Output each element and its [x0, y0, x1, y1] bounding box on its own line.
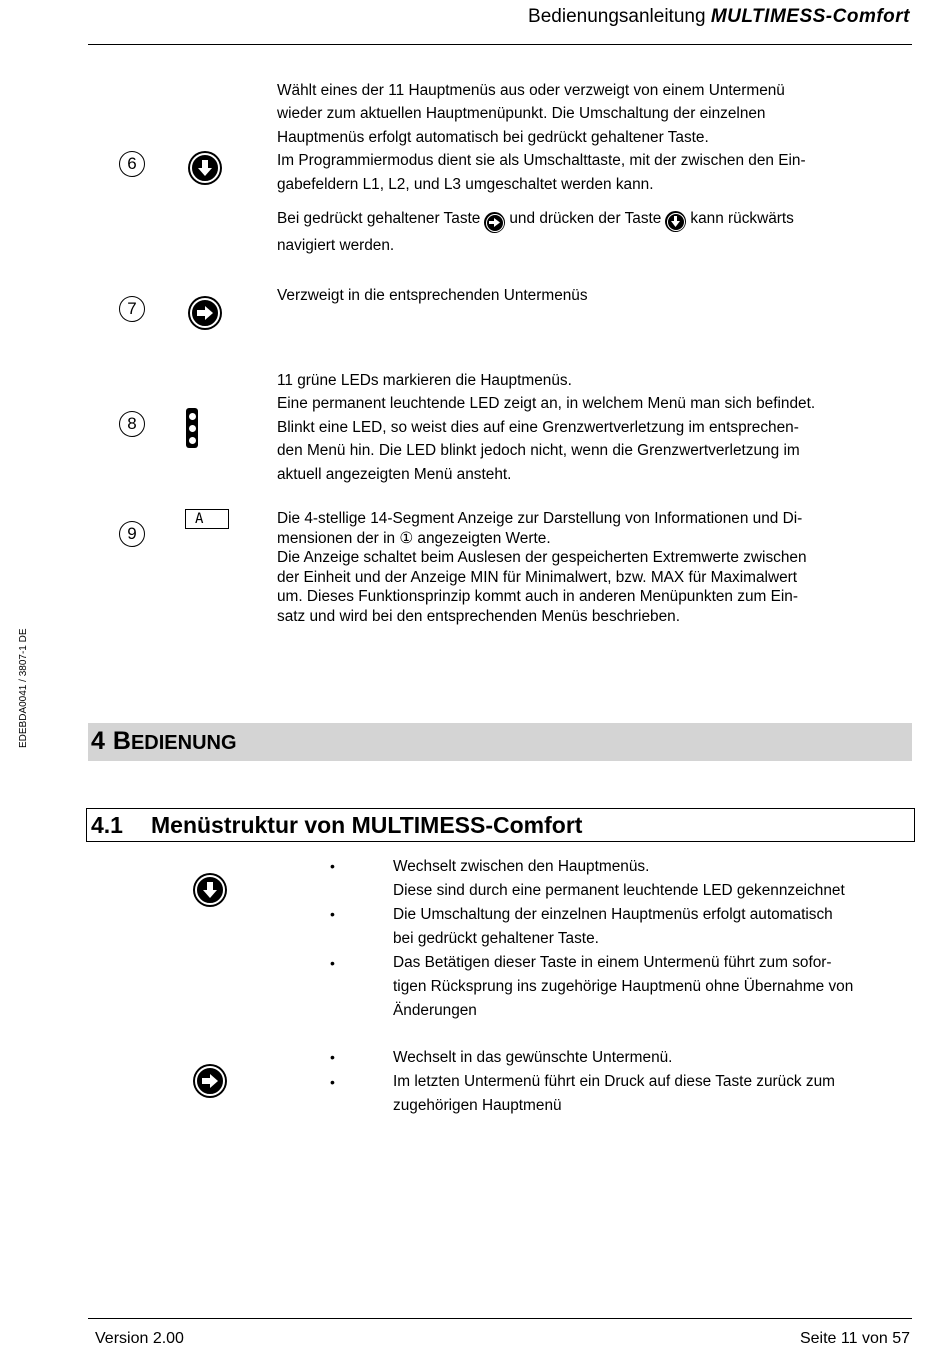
footer-version: Version 2.00	[95, 1330, 184, 1347]
right-arrow-inline-icon	[484, 212, 505, 233]
bullet-line: bei gedrückt gehaltener Taste.	[393, 930, 599, 947]
down-arrow-inline-icon	[665, 211, 686, 232]
item-6-line: Wählt eines der 11 Hauptmenüs aus oder verzweigt von einem Untermenü	[277, 82, 785, 99]
note-text: Bei gedrückt gehaltener Taste	[277, 210, 481, 227]
item-number-9: 9	[119, 521, 145, 547]
item-8-line: 11 grüne LEDs markieren die Hauptmenüs.	[277, 372, 572, 389]
item-9-line: Die Anzeige schaltet beim Auslesen der gespeicherten Extremwerte zwischen	[277, 549, 807, 567]
item-6-line: gabefeldern L1, L2, und L3 umgeschaltet werden kann.	[277, 175, 654, 193]
item-7-description	[277, 284, 897, 307]
item-8-line: Eine permanent leuchtende LED zeigt an, in welchem Menü man sich befindet.	[277, 395, 816, 413]
down-arrow-button-icon	[193, 873, 227, 907]
led-strip-icon	[186, 408, 198, 448]
bullet-line: Die Umschaltung der einzelnen Hauptmenüs erfolgt automatisch	[393, 906, 833, 923]
item-9-description	[277, 509, 897, 627]
bullet-line: Das Betätigen dieser Taste in einem Untermenü führt zum sofor-	[393, 954, 832, 971]
bullet-line: zugehörigen Hauptmenü	[393, 1097, 562, 1114]
bullet-point: •	[330, 1049, 335, 1065]
item-6-note	[277, 206, 897, 258]
right-arrow-button-icon	[188, 296, 222, 330]
header-brand: MULTIMESS-Comfort	[710, 6, 910, 27]
bullet-point: •	[330, 955, 335, 971]
item-6-description	[277, 79, 897, 196]
section-first-letter: B	[112, 727, 131, 755]
header-rule	[88, 44, 912, 45]
bullet-point: •	[330, 906, 335, 922]
item-8-line: Blinkt eine LED, so weist dies auf eine Grenzwertverletzung im entsprechen-	[277, 418, 799, 436]
menu-down-bullets	[393, 855, 913, 1023]
segment-display-icon: A	[185, 509, 229, 529]
note-text: kann rückwärts	[690, 210, 794, 227]
document-header-title	[528, 6, 910, 28]
item-6-line: wieder zum aktuellen Hauptmenüpunkt. Die Umschaltung der einzelnen	[277, 105, 766, 123]
item-7-line: Verzweigt in die entsprechenden Untermenüs	[277, 287, 588, 304]
item-8-line: aktuell angezeigten Menü ansteht.	[277, 465, 512, 483]
bullet-line: tigen Rücksprung ins zugehörige Hauptmenü ohne Übernahme von	[393, 978, 854, 995]
section-number: 4	[91, 727, 105, 755]
item-number-7: 7	[119, 296, 145, 322]
item-8-line: den Menü hin. Die LED blinkt jedoch nicht, wenn die Grenzwertverletzung im	[277, 442, 800, 460]
subsection-heading-box	[86, 808, 915, 842]
item-6-line: Im Programmiermodus dient sie als Umschalttaste, mit der zwischen den Ein-	[277, 152, 806, 170]
bullet-line: Im letzten Untermenü führt ein Druck auf diese Taste zurück zum	[393, 1073, 835, 1090]
note-line-2: navigiert werden.	[277, 237, 395, 254]
down-arrow-button-icon	[188, 151, 222, 185]
menu-right-bullets	[393, 1046, 913, 1118]
bullet-point: •	[330, 1074, 335, 1090]
bullet-line: Änderungen	[393, 1002, 477, 1019]
section-heading-bar	[88, 723, 912, 761]
bullet-point: •	[330, 858, 335, 874]
right-arrow-button-icon	[193, 1064, 227, 1098]
footer-page-number: Seite 11 von 57	[799, 1330, 910, 1347]
item-number-6: 6	[119, 151, 145, 177]
item-9-line: um. Dieses Funktionsprinzip kommt auch in anderen Menüpunkten zum Ein-	[277, 588, 798, 606]
item-number-8: 8	[119, 411, 145, 437]
note-text: und drücken der Taste	[509, 210, 662, 227]
subsection-number: 4.1	[91, 812, 123, 838]
footer-rule	[88, 1318, 912, 1319]
item-6-line: Hauptmenüs erfolgt automatisch bei gedrückt gehaltener Taste.	[277, 128, 709, 146]
item-9-line: satz und wird bei den entsprechenden Menüs beschrieben.	[277, 607, 680, 625]
header-prefix: Bedienungsanleitung	[528, 6, 711, 27]
bullet-line: Diese sind durch eine permanent leuchtende LED gekennzeichnet	[393, 882, 845, 899]
subsection-title: Menüstruktur von MULTIMESS-Comfort	[151, 812, 583, 838]
section-title-rest: EDIENUNG	[130, 732, 237, 754]
bullet-line: Wechselt in das gewünschte Untermenü.	[393, 1049, 673, 1066]
item-8-description	[277, 369, 897, 486]
item-9-line: der Einheit und der Anzeige MIN für Minimalwert, bzw. MAX für Maximalwert	[277, 568, 798, 586]
item-9-line: mensionen der in ① angezeigten Werte.	[277, 529, 551, 547]
document-code-vertical: EDEBDA0041 / 3807-1 DE	[18, 628, 29, 748]
bullet-line: Wechselt zwischen den Hauptmenüs.	[393, 858, 650, 875]
item-9-line: Die 4-stellige 14-Segment Anzeige zur Darstellung von Informationen und Di-	[277, 510, 803, 527]
